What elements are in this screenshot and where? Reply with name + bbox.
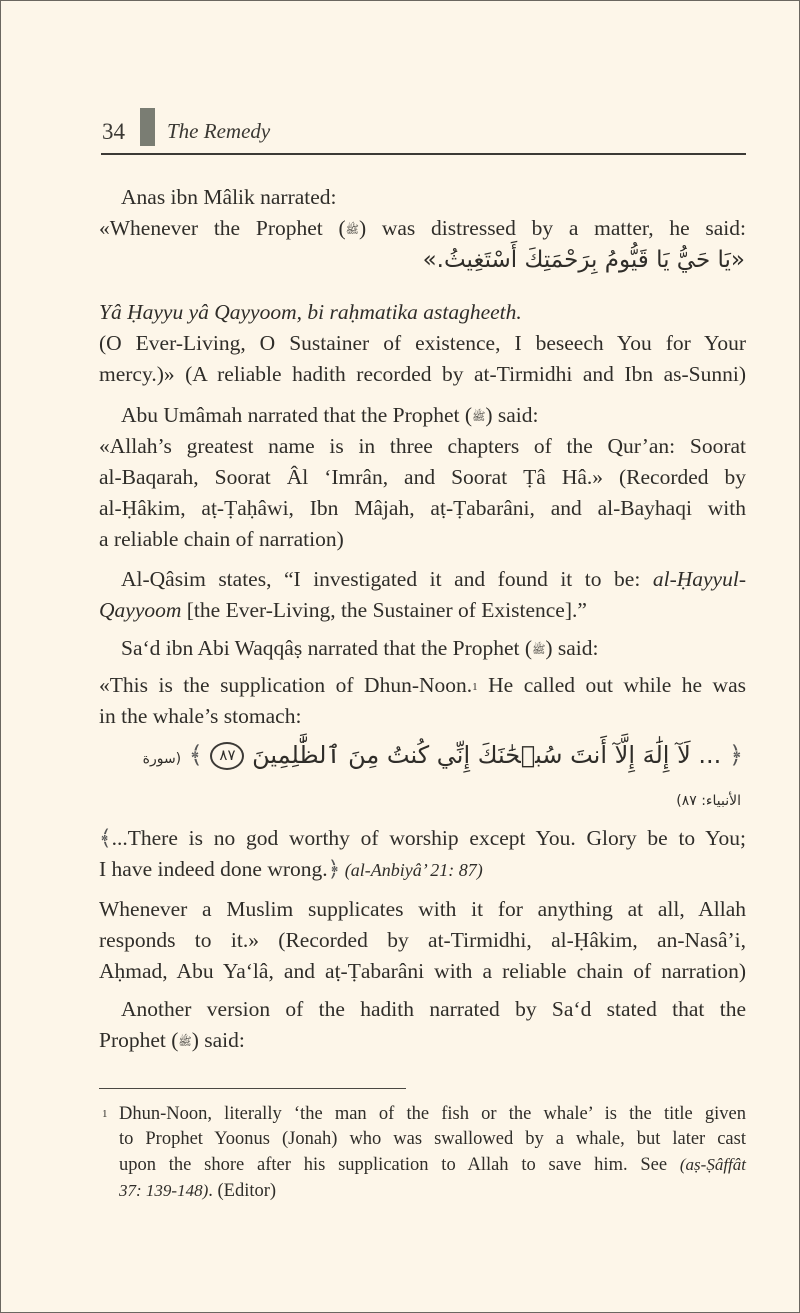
page-number: 34 (102, 119, 125, 144)
text-span: Sa‘d ibn Abi Waqqâṣ narrated that the Prophet ( (121, 636, 533, 660)
text-span: Abu Umâmah narrated that the Prophet ( (121, 403, 473, 427)
paragraph-whenever-distressed (99, 213, 746, 244)
paragraph-translation-verse (99, 823, 746, 886)
text-line (99, 400, 746, 431)
paragraph-transliteration (99, 297, 746, 390)
text-line (99, 633, 746, 664)
text-line (99, 670, 746, 701)
text-span: (aṣ-Ṣâffât (679, 1155, 746, 1174)
text-line (99, 854, 746, 886)
transliteration-line: Yâ Ḥayyu yâ Qayyoom, bi raḥmatika astagheeth. (99, 300, 522, 324)
text-line: Anas ibn Mâlik narrated: (121, 185, 337, 209)
honorific-glyph: ﷺ (472, 410, 486, 424)
text-line: in the whale’s stomach: (99, 704, 302, 728)
text-span: He called out while he was (477, 673, 746, 697)
text-span: 37: 139-148) (119, 1181, 209, 1200)
text-span: Qayyoom (99, 598, 182, 622)
text-line: a reliable chain of narration) (99, 527, 344, 551)
text-line: al-Ḥâkim, aṭ-Ṭaḥâwi, Ibn Mâjah, aṭ-Ṭabarâni, and al-Bayhaqi with (99, 496, 746, 520)
text-line (99, 1025, 746, 1056)
text-span: «This is the supplication of Dhun-Noon. (99, 673, 473, 697)
text-span: ) said: (545, 636, 599, 660)
text-span: ) said: (485, 403, 539, 427)
quran-verse-text: ... لَآ إِلَٰهَ إِلَّآ أَنتَ سُبۡحَٰنَكَ إِنِّي كُنتُ مِنَ ٱلظَّٰلِمِينَ (252, 741, 722, 769)
footnote-rule (99, 1088, 406, 1089)
paragraph-dhun-noon (99, 670, 746, 732)
text-span: ...There is no god worthy of worship except You. Glory be to You; (111, 826, 746, 850)
text-line (99, 1102, 746, 1127)
surah-reference-part2: الأنبياء: ٨٧) (676, 793, 741, 809)
text-span: upon the shore after his supplication to Allah to save him. See (119, 1155, 680, 1175)
paragraph-anas (99, 182, 746, 213)
footnote-marker: 1 (102, 1108, 108, 1120)
header-bar-ornament (140, 108, 155, 146)
honorific-glyph: ﷺ (532, 643, 546, 657)
honorific-glyph: ﷺ (178, 1035, 192, 1049)
text-line (99, 213, 746, 244)
paragraph-another-version (99, 994, 746, 1056)
text-span: Prophet ( (99, 1028, 179, 1052)
text-line: Aḥmad, Abu Ya‘lâ, and aṭ-Ṭabarâni with a reliable chain of narration) (99, 959, 746, 983)
text-span: ) said: (191, 1028, 245, 1052)
footnote-ref[interactable]: 1 (472, 681, 478, 693)
text-line: responds to it.» (Recorded by at-Tirmidhi, al-Ḥâkim, an-Nasâ’i, (99, 928, 746, 952)
text-line (99, 564, 746, 595)
text-span: Al-Qâsim states, “I investigated it and found it to be: (121, 567, 653, 591)
quran-verse (143, 741, 743, 770)
text-line: to Prophet Yoonus (Jonah) who was swallowed by a whale, but later cast (119, 1129, 746, 1149)
text-span: ) was distressed by a matter, he said: (358, 216, 746, 240)
text-span: I have indeed done wrong. (99, 857, 328, 881)
text-line: (O Ever-Living, O Sustainer of existence, I beseech You for Your (99, 331, 746, 355)
paragraph-sad (99, 633, 746, 664)
quran-bracket-close: ﴾ (188, 741, 203, 769)
text-line: mercy.)» (A reliable hadith recorded by at-Tirmidhi and Ibn as-Sunni) (99, 362, 746, 386)
text-line (99, 1152, 746, 1178)
text-span: «Whenever the Prophet ( (99, 216, 346, 240)
paragraph-abu-umamah (99, 400, 746, 555)
text-line (99, 823, 746, 854)
verse-citation: (al-Anbiyâ’ 21: 87) (340, 860, 483, 880)
arabic-supplication-1: «يَا حَيُّ يَا قَيُّومُ بِرَحْمَتِكَ أَسْتَغِيثُ.» (422, 247, 745, 273)
ayah-number-medallion: ٨٧ (210, 742, 244, 770)
text-span: . (Editor) (208, 1181, 277, 1201)
paragraph-al-qasim (99, 564, 746, 626)
page-header (101, 108, 746, 154)
text-line: al-Baqarah, Soorat Âl ‘Imrân, and Soorat Ṭâ Hâ.» (Recorded by (99, 465, 746, 489)
header-rule (101, 153, 746, 155)
text-line (99, 1178, 746, 1204)
quran-bracket-close: ﴿ (327, 857, 341, 882)
text-span: al-Ḥayyul- (652, 567, 746, 591)
text-line: «Allah’s greatest name is in three chapters of the Qur’an: Soorat (99, 434, 746, 458)
text-span: Dhun-Noon, literally ‘the man of the fish or the whale’ is the title given (119, 1104, 746, 1124)
text-line: Whenever a Muslim supplicates with it for anything at all, Allah (99, 897, 746, 921)
paragraph-whenever-muslim (99, 894, 746, 987)
text-line: Another version of the hadith narrated by Sa‘d stated that the (121, 997, 746, 1021)
footnote (99, 1102, 746, 1204)
honorific-glyph: ﷺ (345, 223, 359, 237)
quran-bracket-open: ﴾ (99, 826, 112, 851)
surah-reference-part1: (سورة (142, 751, 182, 767)
text-line (99, 595, 746, 626)
running-title: The Remedy (167, 119, 271, 143)
text-span: [the Ever-Living, the Sustainer of Existence].” (181, 598, 587, 622)
quran-bracket-open: ﴿ (728, 741, 743, 769)
